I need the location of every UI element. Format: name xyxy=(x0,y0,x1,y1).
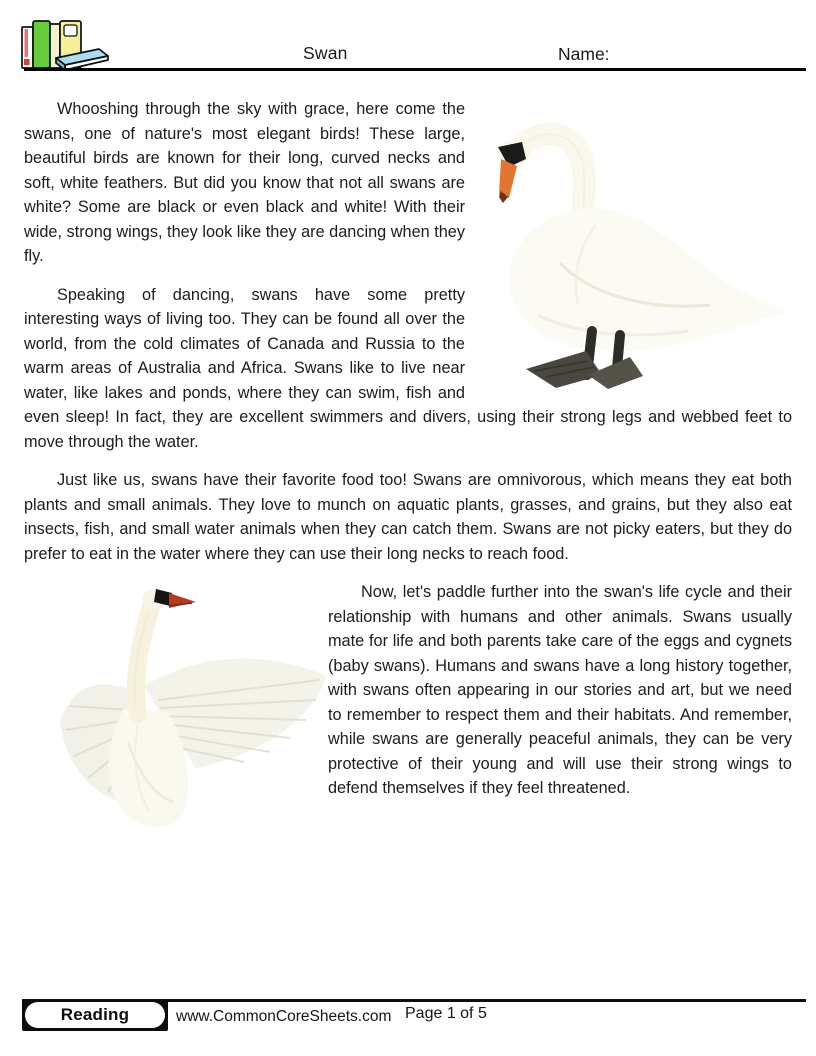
page-indicator: Page 1 of 5 xyxy=(405,1005,487,1022)
page-title: Swan xyxy=(303,43,348,63)
paragraph-1: Whooshing through the sky with grace, here come the swans, one of nature's most elegant birds! These large, beautiful birds are known for their long, curved necks and soft, white feathers. But did you know that not all swans are white? Some are black or even black and white! With their wide, strong wings, they look like they are dancing when they fly. xyxy=(24,100,465,265)
standing-swan-image xyxy=(465,97,792,404)
header-divider xyxy=(24,68,806,71)
name-label: Name: xyxy=(558,44,610,64)
reading-badge-label: Reading xyxy=(25,1002,165,1028)
spread-wings-swan-illustration xyxy=(28,582,328,836)
article xyxy=(24,97,792,836)
reading-badge xyxy=(22,999,168,1031)
paragraph-2: Speaking of dancing, swans have some pretty interesting ways of living too. They can be found all over the world, from the cold climates of Canada and Russia to the warm areas of Australia and Africa. Swans like to live near water, like lakes and ponds, where they can swim, fish and even sleep! In fact, they are excellent swimmers and divers, using their strong legs and webbed feet to move through the water. xyxy=(24,285,792,451)
paragraph-3: Just like us, swans have their favorite food too! Swans are omnivorous, which means they eat both plants and small animals. They love to munch on aquatic plants, grasses, and grains, but they also eat insects, fish, and small water animals when they can catch them. Swans are not picky eaters, but they do prefer to eat in the water where they can use their long necks to reach food. xyxy=(24,471,792,563)
spread-wings-swan-image xyxy=(24,580,328,836)
website-url: www.CommonCoreSheets.com xyxy=(176,1008,392,1025)
paragraph-4: Now, let's paddle further into the swan's life cycle and their relationship with humans and other animals. Swans usually mate for life and both parents take care of the eggs and cygnets (baby swans). Humans and swans have a long history together, with swans often appearing in our stories and art, but we need to remember to respect them and their habitats. And remember, while swans are generally peaceful animals, they can be very protective of their young and will use their strong wings to defend themselves if they feel threatened. xyxy=(328,583,792,797)
standing-swan-illustration xyxy=(468,105,798,405)
